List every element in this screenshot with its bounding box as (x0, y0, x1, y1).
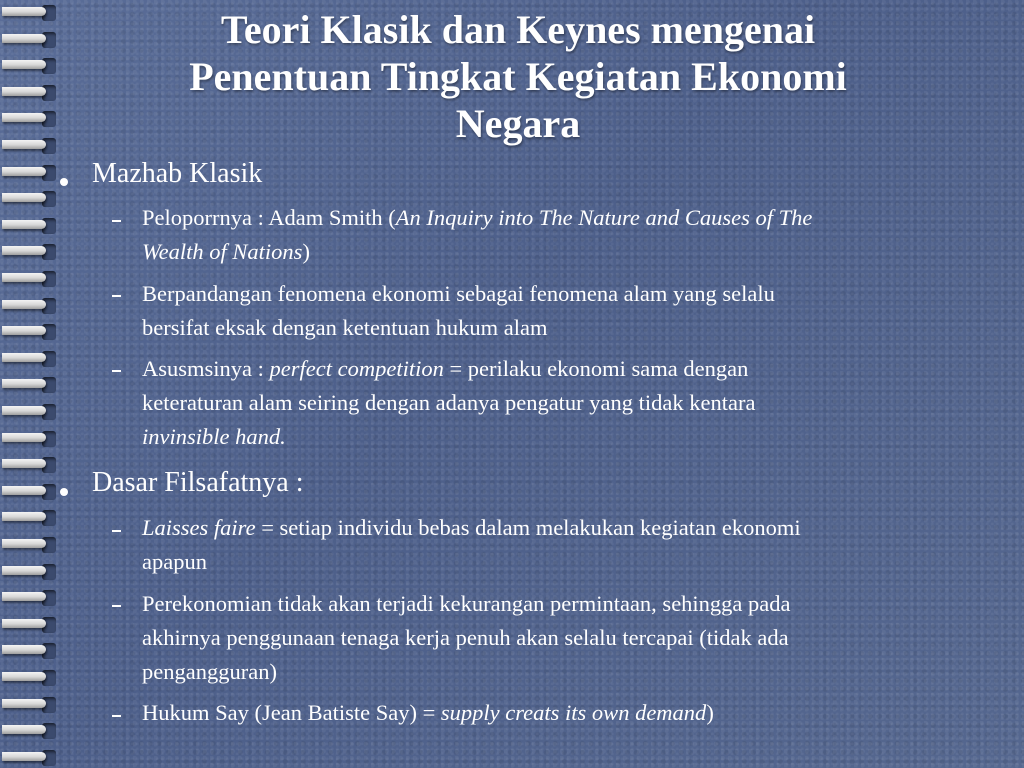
list-item (142, 587, 992, 689)
list-item (142, 511, 992, 579)
dash-icon (112, 295, 121, 297)
dash-icon (112, 220, 121, 222)
dash-icon (112, 715, 121, 717)
title-line-1: Teori Klasik dan Keynes mengenai (220, 7, 816, 52)
item-text: bersifat eksak dengan ketentuan hukum alam (142, 315, 548, 340)
section-heading-dasar-filsafat: Dasar Filsafatnya : (92, 467, 304, 498)
list-item (142, 201, 992, 269)
term-italic: supply creats its own demand (440, 700, 707, 725)
item-text: ) (706, 700, 714, 725)
bullet-dot-icon (60, 178, 68, 186)
book-title-italic: An Inquiry into The Nature and Causes of The (395, 205, 813, 230)
item-text: pengangguran) (142, 659, 277, 684)
item-text: akhirnya penggunaan tenaga kerja penuh akan selalu tercapai (tidak ada (142, 625, 789, 650)
list-item (142, 696, 992, 730)
item-text: = setiap individu bebas dalam melakukan kegiatan ekonomi (255, 515, 801, 540)
item-text: ) (302, 239, 310, 264)
dash-icon (112, 530, 121, 532)
dash-icon (112, 605, 121, 607)
item-text: = perilaku ekonomi sama dengan (443, 356, 749, 381)
item-text: Hukum Say (Jean Batiste Say) = (142, 700, 441, 725)
term-italic: invinsible hand. (142, 424, 286, 449)
item-text: Peloporrnya : Adam Smith ( (142, 205, 396, 230)
title-line-3: Negara (455, 101, 581, 146)
item-text: Asusmsinya : (142, 356, 270, 381)
item-text: keteraturan alam seiring dengan adanya pengatur yang tidak kentara (142, 390, 756, 415)
book-title-italic: Wealth of Nations (142, 239, 303, 264)
item-text: Perekonomian tidak akan terjadi kekurangan permintaan, sehingga pada (142, 591, 791, 616)
title-line-2: Penentuan Tingkat Kegiatan Ekonomi (189, 54, 847, 99)
term-italic: perfect competition (269, 356, 444, 381)
section-heading-mazhab-klasik: Mazhab Klasik (92, 158, 263, 189)
term-italic: Laisses faire (142, 515, 256, 540)
item-text: Berpandangan fenomena ekonomi sebagai fenomena alam yang selalu (142, 281, 775, 306)
list-item (142, 352, 992, 454)
item-text: apapun (142, 549, 207, 574)
dash-icon (112, 370, 121, 372)
list-item (142, 277, 992, 345)
bullet-dot-icon (60, 488, 68, 496)
